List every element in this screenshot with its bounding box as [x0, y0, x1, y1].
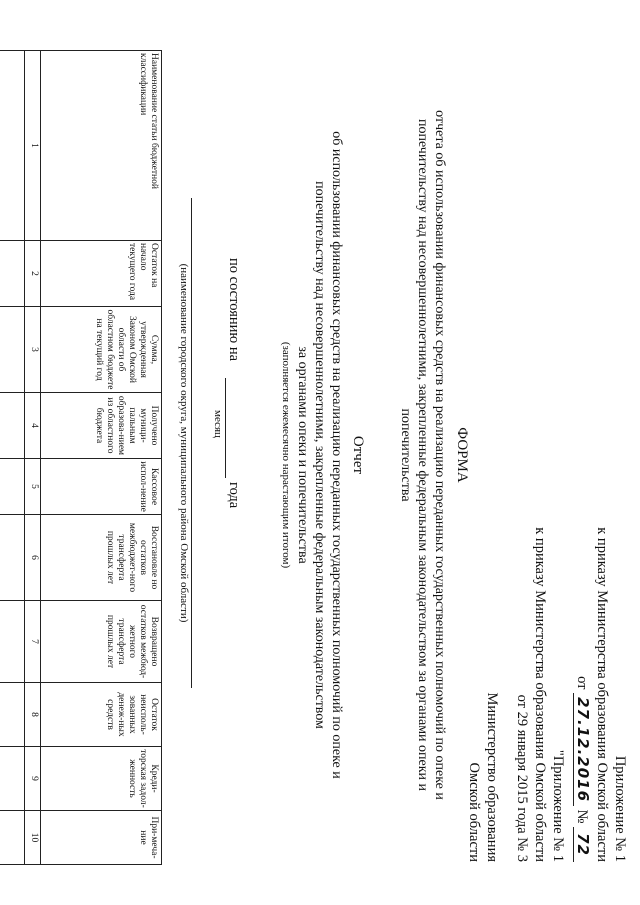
as-of-month-label: месяц	[212, 410, 224, 438]
report-title-line-3: за органами опеки и попечительства	[295, 346, 310, 564]
form-heading: ФОРМА	[454, 427, 470, 483]
appendix-line-1: Приложение № 1	[612, 755, 628, 862]
appendix-handwritten-number: 72	[573, 827, 592, 862]
report-table	[0, 50, 162, 865]
table-cell[interactable]	[0, 307, 25, 393]
table-number-row	[25, 51, 41, 865]
table-header-cell: Кассовое испол-нение	[41, 459, 162, 515]
table-cell[interactable]	[0, 747, 25, 811]
table-cell[interactable]	[0, 241, 25, 307]
table-header-row	[41, 51, 162, 865]
table-header-cell: Возвращено остатков межбюд-жетного трансферта прошлых лет	[41, 601, 162, 683]
table-number-cell: 9	[25, 747, 41, 811]
table-number-cell: 5	[25, 459, 41, 515]
table-header-cell: Получено муници-пальным образова-нием из областного бюджета	[41, 393, 162, 459]
table-number-cell: 1	[25, 51, 41, 241]
document-page	[10, 30, 630, 880]
table-cell[interactable]	[0, 51, 25, 241]
prior-appendix-line-3: от 29 января 2015 года № 3	[514, 694, 530, 862]
table-cell[interactable]	[0, 515, 25, 601]
appendix-handwritten-date: 27.12.2016	[573, 693, 592, 806]
appendix-date-prefix: от	[574, 676, 590, 690]
table-row	[0, 51, 25, 865]
form-title-line-2: попечительству над несовершеннолетними, закрепленные федеральным законодательством за органами опеки и	[415, 118, 430, 792]
appendix-line-2: к приказу Министерства образования Омской области	[594, 527, 610, 862]
table-number-cell: 6	[25, 515, 41, 601]
table-cell[interactable]	[0, 601, 25, 683]
table-header-cell: Остаток на начало текущего года	[41, 241, 162, 307]
table-number-cell: 8	[25, 683, 41, 747]
authority-caption: (наименование городского округа, муниципального района Омской области)	[178, 263, 190, 623]
table-number-cell: 4	[25, 393, 41, 459]
form-title-line-3: попечительства	[398, 408, 413, 502]
table-number-cell: 3	[25, 307, 41, 393]
table-header-cell: Сумма, утвержденная Законом Омской области об областном бюджете на текущий год	[41, 307, 162, 393]
prior-appendix-line-1: "Приложение № 1	[550, 749, 566, 862]
table-header-cell: Креди-торская задол-женность	[41, 747, 162, 811]
appendix-line-3	[573, 676, 592, 862]
table-number-cell: 2	[25, 241, 41, 307]
table-header-cell: Наименование статьи бюджетной классификации	[41, 51, 162, 241]
appendix-num-prefix: №	[574, 809, 590, 824]
table-header-cell: При-меча-ние	[41, 811, 162, 865]
recipient-line-2: Омской области	[466, 762, 482, 862]
as-of-suffix: года	[226, 482, 242, 509]
report-heading: Отчет	[350, 435, 366, 475]
as-of-prefix: по состоянию на	[226, 258, 242, 362]
table-cell[interactable]	[0, 811, 25, 865]
recipient-line-1: Министерство образования	[484, 692, 500, 862]
authority-name-blank[interactable]	[191, 198, 192, 688]
table-number-cell: 10	[25, 811, 41, 865]
table-cell[interactable]	[0, 459, 25, 515]
prior-appendix-line-2: к приказу Министерства образования Омской области	[532, 527, 548, 862]
table-header-cell: Остаток неисполь-зованных денеж-ных средств	[41, 683, 162, 747]
table-cell[interactable]	[0, 393, 25, 459]
form-title-line-1: отчета об использовании финансовых средств на реализацию переданных государственных полномочий по опеке и	[432, 110, 447, 800]
table-number-cell: 7	[25, 601, 41, 683]
table-header-cell: Восстановле но остатков межбюджет-ного трансферта прошлых лет	[41, 515, 162, 601]
report-title-line-1: об использовании финансовых средств на реализацию переданных государственных полномочий по опеке и	[329, 131, 344, 779]
report-title-line-2: попечительству над несовершеннолетними, закрепленные федеральным законодательством	[312, 181, 327, 729]
as-of-month-blank[interactable]	[225, 378, 226, 478]
table-cell[interactable]	[0, 683, 25, 747]
report-fill-note: (заполняется ежемесячно нарастающим итогом)	[280, 341, 292, 569]
